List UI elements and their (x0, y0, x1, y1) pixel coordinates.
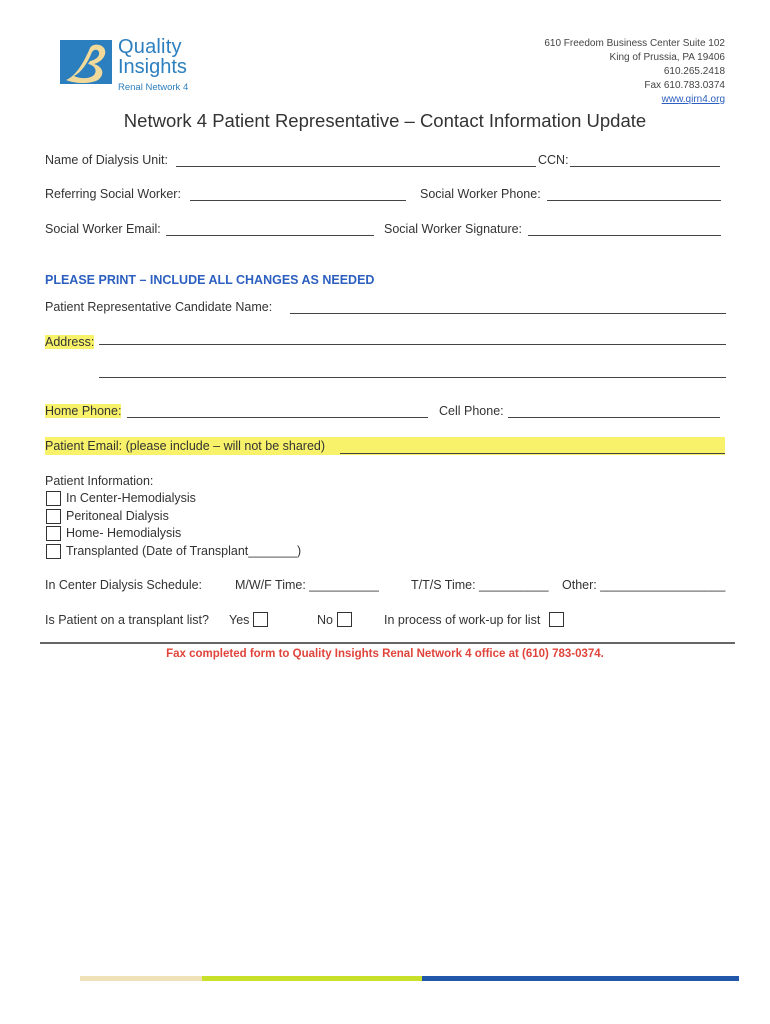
workup-label: In process of work-up for list (384, 613, 541, 627)
referring-sw-field[interactable] (190, 200, 406, 201)
transplanted-checkbox[interactable] (46, 544, 61, 559)
transplant-list-label: Is Patient on a transplant list? (45, 613, 209, 627)
peritoneal-dialysis-checkbox[interactable] (46, 509, 61, 524)
yes-label: Yes (229, 613, 250, 627)
footer-bar-cream (80, 976, 202, 981)
sw-email-label: Social Worker Email: (45, 222, 161, 236)
home-phone-label: Home Phone: (45, 404, 122, 418)
section-divider (40, 642, 735, 644)
address-label: Address: (45, 335, 95, 349)
address-line-1: 610 Freedom Business Center Suite 102 (544, 38, 725, 49)
cell-phone-field[interactable] (508, 417, 720, 418)
footer-bar-lime (202, 976, 422, 981)
footer-bar-blue (422, 976, 739, 981)
address-field-line-1[interactable] (99, 344, 726, 345)
peritoneal-dialysis-label: Peritoneal Dialysis (66, 509, 169, 523)
address-line-2: King of Prussia, PA 19406 (609, 52, 725, 63)
sw-signature-field[interactable] (528, 235, 721, 236)
other-schedule-field[interactable]: Other: __________________ (562, 578, 726, 592)
form-title: Network 4 Patient Representative – Contact Information Update (123, 110, 647, 131)
referring-sw-label: Referring Social Worker: (45, 187, 181, 201)
home-phone-field[interactable] (127, 417, 428, 418)
cell-phone-label: Cell Phone: (439, 404, 504, 418)
sw-phone-label: Social Worker Phone: (420, 187, 541, 201)
fax-instruction: Fax completed form to Quality Insights Renal Network 4 office at (610) 783-0374. (166, 648, 604, 660)
dialysis-unit-label: Name of Dialysis Unit: (45, 153, 168, 167)
sw-email-field[interactable] (166, 235, 374, 236)
logo-subtitle: Renal Network 4 (118, 82, 189, 93)
yes-checkbox[interactable] (253, 612, 268, 627)
patient-email-field[interactable] (340, 453, 725, 454)
home-hemodialysis-checkbox[interactable] (46, 526, 61, 541)
print-instruction: PLEASE PRINT – INCLUDE ALL CHANGES AS NEEDED (45, 273, 375, 287)
ccn-field[interactable] (570, 166, 720, 167)
in-center-hemodialysis-label: In Center-Hemodialysis (66, 491, 196, 505)
website-link[interactable]: www.qirn4.org (661, 94, 725, 105)
in-center-hemodialysis-checkbox[interactable] (46, 491, 61, 506)
patient-info-label: Patient Information: (45, 474, 154, 488)
home-hemodialysis-label: Home- Hemodialysis (66, 526, 182, 540)
sw-signature-label: Social Worker Signature: (384, 222, 523, 236)
no-label: No (317, 613, 333, 627)
patient-email-label: Patient Email: (please include – will not be shared) (45, 439, 326, 453)
workup-checkbox[interactable] (549, 612, 564, 627)
no-checkbox[interactable] (337, 612, 352, 627)
candidate-name-label: Patient Representative Candidate Name: (45, 300, 273, 314)
address-fax: Fax 610.783.0374 (644, 80, 725, 91)
logo-text-quality: Quality (118, 36, 182, 58)
schedule-label: In Center Dialysis Schedule: (45, 578, 203, 592)
logo-text-insights: Insights (118, 56, 187, 78)
address-field-line-2[interactable] (99, 377, 726, 378)
address-phone: 610.265.2418 (663, 66, 725, 77)
tts-time-field[interactable]: T/T/S Time: __________ (411, 578, 549, 592)
ccn-label: CCN: (538, 153, 569, 167)
sw-phone-field[interactable] (547, 200, 721, 201)
quality-insights-logo-icon (60, 40, 112, 84)
mwf-time-field[interactable]: M/W/F Time: __________ (235, 578, 379, 592)
transplanted-label: Transplanted (Date of Transplant_______) (66, 544, 302, 558)
candidate-name-field[interactable] (290, 313, 726, 314)
dialysis-unit-field[interactable] (176, 166, 536, 167)
